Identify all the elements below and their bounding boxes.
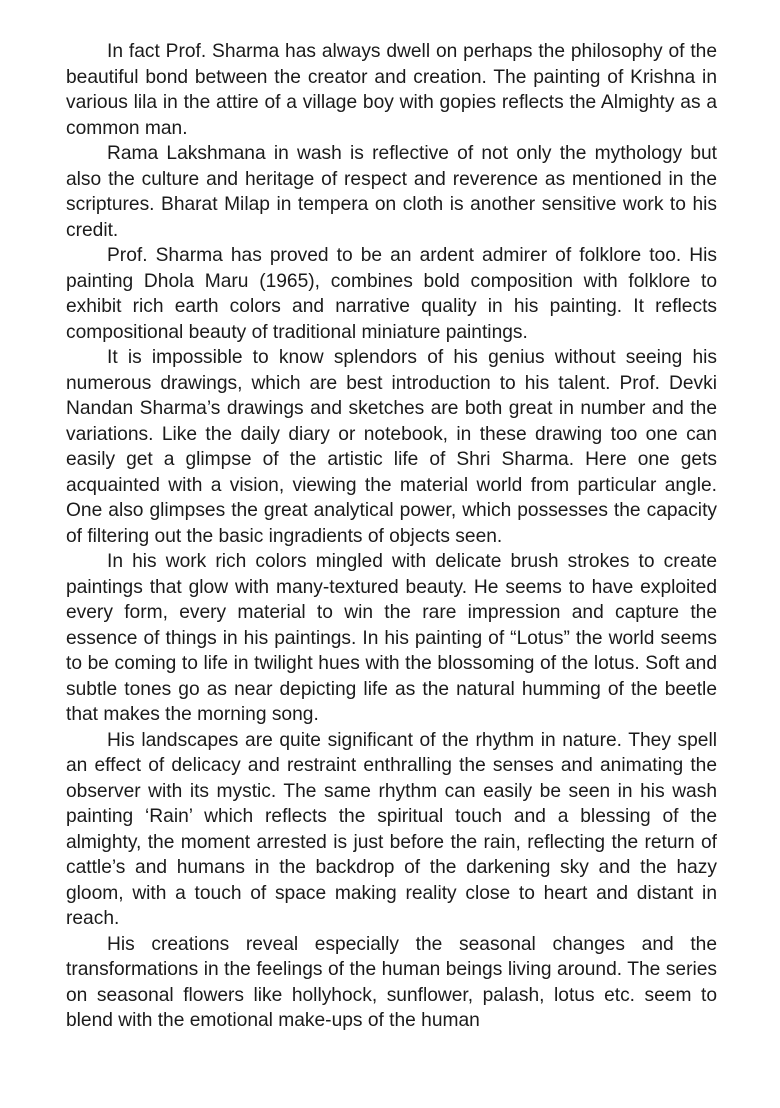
paragraph-seasonal: His creations reveal especially the seasonal changes and the transformations in the feelings of the human beings living around. The series on seasonal flowers like hollyhock, sunflower, palash, lotus etc. seem to blend with the emotional make-ups of the human	[66, 933, 717, 1031]
paragraph-landscapes: His landscapes are quite significant of the rhythm in nature. They spell an effect of delicacy and restraint enthralling the senses and animating the observer with its mystic. The same rhythm can easily be seen in his wash painting ‘Rain’ which reflects the spiritual touch and a blessing of the almighty, the moment arrested is just before the rain, reflecting the return of cattle’s and humans in the backdrop of the darkening sky and the hazy gloom, with a touch of space making reality close to heart and distant in reach.	[66, 729, 717, 929]
page-body	[66, 39, 717, 1034]
paragraph-krishna: In fact Prof. Sharma has always dwell on perhaps the philosophy of the beautiful bond between the creator and creation. The painting of Krishna in various lila in the attire of a village boy with gopies reflects the Almighty as a common man.	[66, 41, 717, 139]
paragraph-folklore: Prof. Sharma has proved to be an ardent admirer of folklore too. His painting Dhola Maru (1965), combines bold composition with folklore to exhibit rich earth colors and narrative quality in his painting. It reflects compositional beauty of traditional miniature paintings.	[66, 245, 717, 343]
paragraph-rama-lakshmana: Rama Lakshmana in wash is reflective of not only the mythology but also the culture and heritage of respect and reverence as mentioned in the scriptures. Bharat Milap in tempera on cloth is another sensitive work to his credit.	[66, 143, 717, 241]
paragraph-lotus: In his work rich colors mingled with delicate brush strokes to create paintings that glow with many-textured beauty. He seems to have exploited every form, every material to win the rare impression and capture the essence of things in his paintings. In his painting of “Lotus” the world seems to be coming to life in twilight hues with the blossoming of the lotus. Soft and subtle tones go as near depicting life as the natural humming of the beetle that makes the morning song.	[66, 551, 717, 725]
paragraph-drawings: It is impossible to know splendors of his genius without seeing his numerous drawings, which are best introduction to his talent. Prof. Devki Nandan Sharma’s drawings and sketches are both great in number and the variations. Like the daily diary or notebook, in these drawing too one can easily get a glimpse of the artistic life of Shri Sharma. Here one gets acquainted with a vision, viewing the material world from particular angle. One also glimpses the great analytical power, which possesses the capacity of filtering out the basic ingradients of objects seen.	[66, 347, 717, 547]
